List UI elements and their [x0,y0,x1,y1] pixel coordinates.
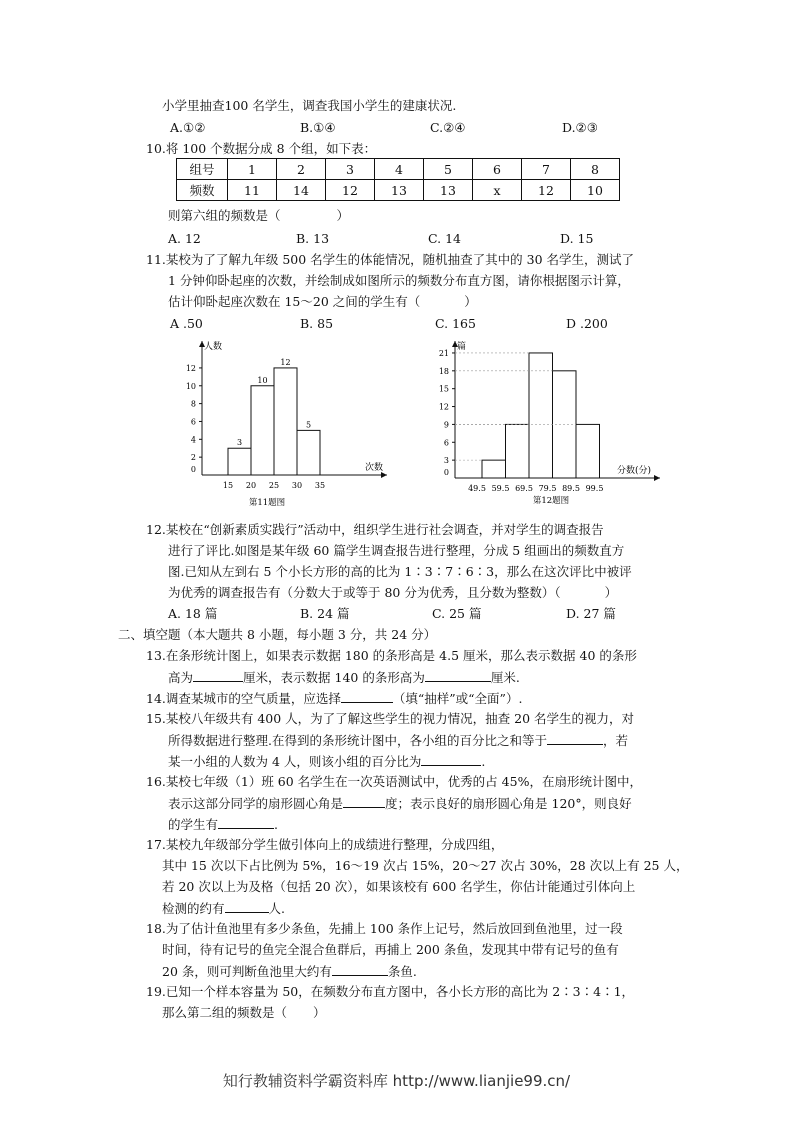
q10-frequency-table [176,158,620,201]
table-cell: 7 [522,159,571,180]
table-cell: 6 [473,159,522,180]
q19-line1: 19.已知一个样本容量为 50，在频数分布直方图中，各小长方形的高比为 2∶3∶4∶1， [146,984,635,999]
table-cell: 3 [326,159,375,180]
table-cell: 12 [326,180,375,201]
y-tick-label: 3 [443,456,449,466]
x-tick-label: 99.5 [585,484,604,493]
q11-line3: 估计仰卧起座次数在 15～20 之间的学生有（ ） [168,294,477,309]
q15-line3: 某一小组的人数为 4 人，则该小组的百分比为 . [168,754,486,769]
q18-line2: 时间，待有记号的鱼完全混合鱼群后，再捕上 200 条鱼，发现其中带有记号的鱼有 [162,942,619,957]
q18-line1: 18.为了估计鱼池里有多少条鱼，先捕上 100 条作上记号，然后放回到鱼池里，过一段 [146,921,623,936]
q11-option-b: B. 85 [300,316,334,331]
y-tick-label: 12 [438,402,449,412]
q9-option-d: D.②③ [562,120,598,135]
x-tick-label: 30 [291,481,303,490]
x-tick-label: 49.5 [468,484,486,493]
table-cell: 14 [277,180,326,201]
y-axis-label: 人数 [204,342,223,352]
q11-option-d: D .200 [566,316,608,331]
table-header-group: 组号 [177,159,228,180]
q12-option-a: A. 18 篇 [168,606,218,621]
table-header-freq: 频数 [177,180,228,201]
q10-option-d: D. 15 [560,231,594,246]
q16-line2: 表示这部分同学的扇形圆心角是 度；表示良好的扇形圆心角是 120°，则良好 [168,796,632,811]
x-tick-label: 35 [314,481,326,490]
table-cell: 1 [228,159,277,180]
q9-option-a: A.①② [170,120,206,135]
table-cell: 5 [424,159,473,180]
q11-option-c: C. 165 [435,316,476,331]
y-tick-label: 21 [438,348,449,358]
q12-line2: 进行了评比.如图是某年级 60 篇学生调查报告进行整理，分成 5 组画出的频数直方 [168,543,625,558]
q12-line4: 为优秀的调查报告有（分数大于或等于 80 分为优秀，且分数为整数）（ ） [168,585,618,600]
x-axis-label: 分数(分) [617,466,652,476]
q14-line: 14.调查某城市的空气质量，应选择 （填“抽样”或“全面”）. [146,691,523,706]
table-cell: 2 [277,159,326,180]
y-tick-label: 0 [190,465,196,474]
table-cell: 13 [375,180,424,201]
x-tick-label: 69.5 [515,484,533,493]
chart-caption: 第11题图 [248,498,286,508]
histogram-bar [274,368,297,475]
q11-line1: 11.某校为了了解九年级 500 名学生的体能情况，随机抽查了其中的 30 名学生，测试了 [146,252,635,267]
q10-ask: 则第六组的频数是（ ） [168,208,350,223]
bar-value-label: 3 [236,438,243,448]
y-tick-label: 15 [438,384,449,394]
histogram-bar [482,460,506,478]
q17-line3: 若 20 次以上为及格（包括 20 次），如果该校有 600 名学生，你估计能通过引体向上 [162,879,636,894]
q12-option-b: B. 24 篇 [300,606,350,621]
footer-watermark: 知行教辅资料学霸资料库 http://www.lianjie99.cn/ [222,1072,571,1090]
y-tick-label: 6 [190,417,196,427]
q16-line1: 16.某校七年级（1）班 60 名学生在一次英语测试中，优秀的占 45%，在扇形统计图中， [146,774,642,789]
q9-option-b: B.①④ [300,120,336,135]
table-cell: 11 [228,180,277,201]
q19-line2: 那么第二组的频数是（ ） [162,1005,326,1020]
x-tick-label: 59.5 [491,484,510,493]
bar-value-label: 5 [305,420,312,430]
q10-stem: 10.将 100 个数据分成 8 个组，如下表： [146,141,377,156]
x-tick-label: 15 [222,481,234,490]
table-cell: 8 [571,159,620,180]
q17-line4: 检测的约有 人. [162,901,285,916]
histogram-bar [251,386,274,475]
x-tick-label: 25 [268,481,280,490]
histogram-q12 [425,335,665,510]
chart-caption: 第12题图 [532,496,570,506]
histogram-bar [228,448,251,475]
histogram-bar [506,424,530,478]
table-cell: 10 [571,180,620,201]
y-tick-label: 0 [443,468,449,477]
y-tick-label: 9 [443,420,449,430]
q18-line3: 20 条，则可判断鱼池里大约有 条鱼. [162,964,417,979]
table-cell: 12 [522,180,571,201]
q13-line1: 13.在条形统计图上，如果表示数据 180 的条形高是 4.5 厘米，那么表示数据 40 的条形 [146,648,637,663]
x-axis-arrow-icon [654,475,660,481]
q9-option-c: C.②④ [430,120,466,135]
table-cell: 4 [375,159,424,180]
y-tick-label: 8 [190,399,196,409]
histogram-bar [297,430,320,475]
y-tick-label: 10 [185,381,196,391]
table-cell: 13 [424,180,473,201]
q9-tail: 小学里抽查100 名学生，调查我国小学生的建康状况. [162,98,457,113]
y-axis-label: 篇 [457,342,467,352]
q16-line3: 的学生有 . [168,817,278,832]
q10-option-b: B. 13 [296,231,330,246]
q15-line1: 15.某校八年级共有 400 人，为了了解这些学生的视力情况，抽查 20 名学生的视力，对 [146,711,635,726]
q13-line2: 高为 厘米，表示数据 140 的条形高为 厘米. [168,670,520,685]
q11-option-a: A .50 [170,316,203,331]
q17-line2: 其中 15 次以下占比例为 5%，16～19 次占 15%，20～27 次占 30%，28 次以上有 25 人， [162,858,689,873]
x-tick-label: 20 [245,481,257,490]
histogram-bar [529,353,553,478]
q10-option-a: A. 12 [168,231,201,246]
x-tick-label: 79.5 [538,484,557,493]
q11-line2: 1 分钟仰卧起座的次数，并绘制成如图所示的频数分布直方图，请你根据图示计算， [168,273,630,288]
q10-option-c: C. 14 [428,231,461,246]
y-tick-label: 6 [443,438,449,448]
histogram-q11 [165,335,395,510]
y-tick-label: 2 [190,453,196,463]
section-heading: 二、填空题（本大题共 8 小题，每小题 3 分，共 24 分） [118,627,437,642]
q12-option-c: C. 25 篇 [432,606,482,621]
x-axis-label: 次数 [365,463,384,473]
y-tick-label: 18 [438,366,449,376]
q17-line1: 17.某校九年级部分学生做引体向上的成绩进行整理，分成四组， [146,837,504,852]
y-tick-label: 12 [185,363,196,373]
x-tick-label: 89.5 [562,484,580,493]
q12-line3: 图.已知从左到右 5 个小长方形的高的比为 1∶3∶7∶6∶3，那么在这次评比中被评 [168,564,632,579]
bar-value-label: 12 [280,357,291,367]
q15-line2: 所得数据进行整理.在得到的条形统计图中，各小组的百分比之和等于 ，若 [168,733,628,748]
table-cell: x [473,180,522,201]
histogram-bar [576,424,600,478]
q12-option-d: D. 27 篇 [566,606,616,621]
q12-line1: 12.某校在“创新素质实践行”活动中，组织学生进行社会调查，并对学生的调查报告 [146,522,604,537]
bar-value-label: 10 [257,375,268,385]
y-tick-label: 4 [190,435,196,445]
